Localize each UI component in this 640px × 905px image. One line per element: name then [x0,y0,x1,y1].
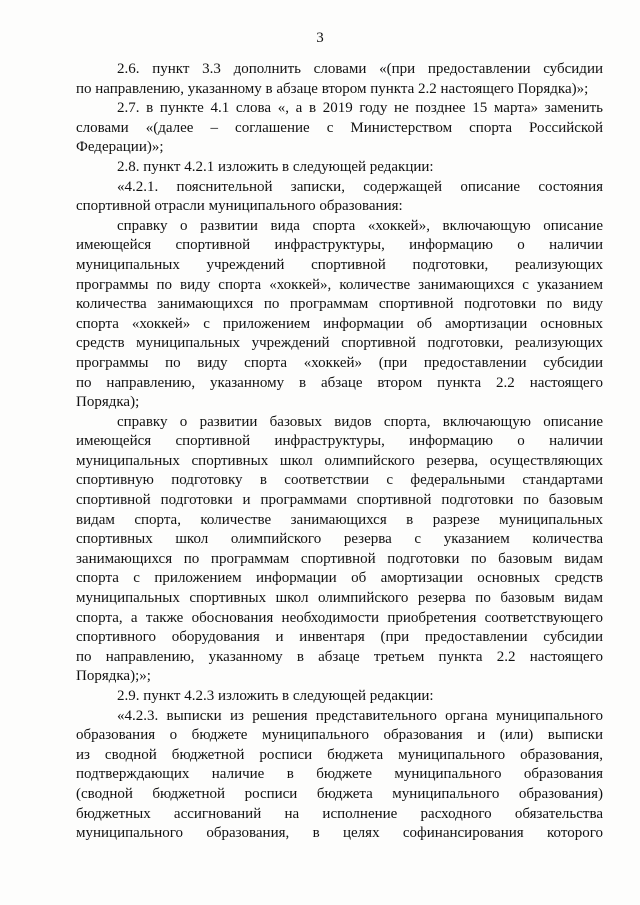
paragraph-basic-line-4: спортивную подготовку в соответствии с федеральными стандартами [76,472,603,489]
paragraph-2-6-line-1: 2.6. пункт 3.3 дополнить словами «(при предоставлении субсидии [117,61,603,77]
paragraph-basic-line-10: муниципальных спортивных школ олимпийского резерва по базовым видам [76,590,603,607]
paragraph-4-2-1-line-2: спортивной отрасли муниципального образования: [76,198,403,215]
paragraph-hockey-line-9: по направлению, указанному в абзаце втором пункта 2.2 настоящего [76,374,603,391]
document-body [76,60,603,844]
paragraph-2-7-line-1: 2.7. в пункте 4.1 слова «, а в 2019 году не позднее 15 марта» заменить [117,100,603,117]
paragraph-hockey-line-7: средств муниципальных учреждений спортивной подготовки, реализующих [76,335,603,352]
paragraph-2-9-line-1: 2.9. пункт 4.2.3 изложить в следующей редакции: [117,688,434,704]
paragraph-basic-line-14: Порядка);»; [76,668,151,685]
paragraph-hockey-line-8: программы по виду спорта «хоккей» (при предоставлении субсидии [76,354,603,371]
paragraph-basic-line-11: спорта, а также обоснования необходимости приобретения соответствующего [76,609,603,626]
paragraph-4-2-3-line-2: образования о бюджете муниципального образования и (или) выписки [76,727,603,744]
paragraph-4-2-3-line-6: бюджетных ассигнований на исполнение расходного обязательства [76,805,603,822]
paragraph-hockey-line-10: Порядка); [76,394,140,411]
paragraph-basic-line-13: по направлению, указанному в абзаце третьем пункта 2.2 настоящего [76,648,603,665]
paragraph-2-6-line-2: по направлению, указанному в абзаце втором пункта 2.2 настоящего Порядка)»; [76,80,589,97]
paragraph-basic-line-5: спортивной подготовки и программами спортивной подготовки по базовым [76,492,603,509]
paragraph-2-7-line-3: Федерации)»; [76,139,164,156]
paragraph-hockey-line-2: имеющейся спортивной инфраструктуры, информацию о наличии [76,237,603,254]
paragraph-2-7-line-2: словами «(далее – соглашение с Министерством спорта Российской [76,119,603,136]
paragraph-basic-line-12: спортивного оборудования и инвентаря (при предоставлении субсидии [76,629,603,646]
page-number: 3 [316,30,324,46]
paragraph-4-2-3-line-1: «4.2.3. выписки из решения представительного органа муниципального [117,707,603,724]
paragraph-4-2-1-line-1: «4.2.1. пояснительной записки, содержащей описание состояния [117,178,603,195]
paragraph-4-2-3-line-4: подтверждающих наличие в бюджете муниципального образования [76,766,603,783]
paragraph-basic-line-9: спорта с приложением информации об амортизации основных средств [76,570,603,587]
paragraph-hockey-line-4: программы по виду спорта «хоккей», количестве занимающихся с указанием [76,276,603,293]
paragraph-2-8-line-1: 2.8. пункт 4.2.1 изложить в следующей редакции: [117,158,434,175]
paragraph-hockey-line-6: спорта «хоккей» с приложением информации об амортизации основных [76,315,603,332]
paragraph-basic-line-6: видам спорта, количестве занимающихся в разрезе муниципальных [76,511,603,528]
paragraph-hockey-line-5: количества занимающихся по программам спортивной подготовки по виду [76,296,603,313]
paragraph-4-2-3-line-7: муниципального образования, в целях софинансирования которого [76,825,603,842]
paragraph-hockey-line-3: муниципальных учреждений спортивной подготовки, реализующих [76,256,603,273]
paragraph-basic-line-7: спортивных школ олимпийского резерва с указанием количества [76,531,603,548]
paragraph-basic-line-2: имеющейся спортивной инфраструктуры, информацию о наличии [76,433,603,450]
paragraph-4-2-3-line-5: (сводной бюджетной росписи бюджета муниципального образования) [76,785,603,802]
paragraph-basic-line-1: справку о развитии базовых видов спорта, включающую описание [117,413,603,430]
paragraph-hockey-line-1: справку о развитии вида спорта «хоккей», включающую описание [117,217,603,234]
paragraph-basic-line-3: муниципальных спортивных школ олимпийского резерва, осуществляющих [76,452,603,469]
paragraph-4-2-3-line-3: из сводной бюджетной росписи бюджета муниципального образования, [76,746,603,763]
paragraph-basic-line-8: занимающихся по программам спортивной подготовки по базовым видам [76,550,603,567]
